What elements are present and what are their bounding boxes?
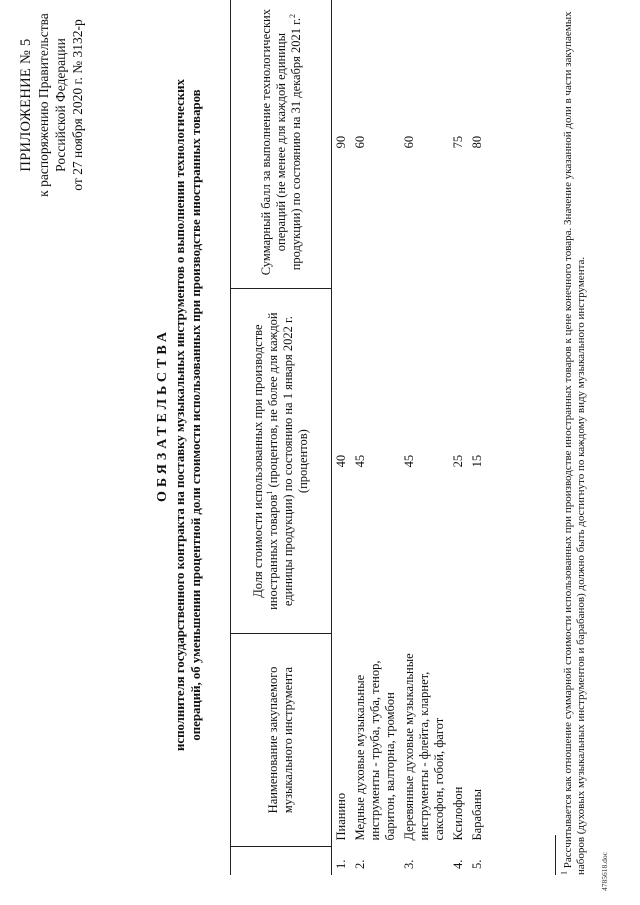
instrument-name: Ксилофон — [451, 786, 465, 841]
foreign-share-value: 45 — [353, 454, 367, 468]
document-title: ОБЯЗАТЕЛЬСТВА — [155, 328, 170, 502]
header-share-text: Доля стоимости использованных при производстве иностранных товаров — [251, 324, 280, 610]
foreign-share-value: 45 — [402, 454, 416, 468]
appendix-number: ПРИЛОЖЕНИЕ № 5 — [18, 38, 34, 172]
foreign-share-value: 15 — [470, 454, 484, 468]
header-number — [231, 847, 332, 876]
footnote-marker: 1 — [559, 871, 569, 875]
footnote-text — [559, 0, 588, 875]
foreign-share-value: 40 — [334, 454, 348, 468]
footnote-ref-2: 2 — [287, 13, 297, 18]
header-line-1: к распоряжению Правительства — [36, 13, 51, 197]
row-number: 2. — [353, 859, 367, 869]
instrument-name: Деревянные духовые музыкальные инструменты - флейта, кларнет, саксофон, гобой, фагот — [402, 653, 446, 841]
table-row — [449, 0, 468, 875]
header-foreign-share — [231, 289, 332, 634]
header-line-3: от 27 ноября 2020 г. № 3132-р — [70, 19, 85, 191]
header-score-text: Суммарный балл за выполнение технологических операций (не менее для каждой единицы продукции) по состоянию на 31 декабря 2021 г. — [258, 9, 303, 276]
instrument-name: Барабаны — [470, 788, 484, 841]
row-number: 1. — [334, 859, 348, 869]
header-instrument-name: Наименование закупаемого музыкального инструмента — [231, 634, 332, 847]
table-header-row — [231, 0, 332, 875]
row-number: 3. — [402, 859, 416, 869]
document-subtitle — [172, 0, 204, 845]
table-row — [400, 0, 449, 875]
total-score-value: 60 — [353, 135, 367, 149]
document-id: 4785618.doc — [600, 852, 609, 891]
total-score-value: 75 — [451, 135, 465, 149]
total-score-value: 60 — [402, 135, 416, 149]
table — [230, 0, 487, 875]
subtitle-line-1: исполнителя государственного контракта на поставку музыкальных инструментов о выполнении технологических — [173, 79, 187, 751]
table-row — [332, 0, 352, 875]
footnote-ref-1: 1 — [264, 490, 274, 495]
table-row — [351, 0, 400, 875]
row-number: 4. — [451, 859, 465, 869]
row-number: 5. — [470, 859, 484, 869]
header-line-2: Российской Федерации — [53, 38, 68, 172]
foreign-share-value: 25 — [451, 454, 465, 468]
instrument-name: Медные духовые музыкальные инструменты - труба, туба, тенор, баритон, валторна, тромбон — [353, 660, 397, 841]
footnote-divider — [555, 835, 556, 875]
obligations-table — [230, 0, 520, 875]
footnote — [555, 0, 588, 875]
header-total-score — [231, 0, 332, 289]
instrument-name: Пианино — [334, 792, 348, 841]
total-score-value: 90 — [334, 135, 348, 149]
table-row — [468, 0, 487, 875]
total-score-value: 80 — [470, 135, 484, 149]
appendix-header — [18, 5, 86, 205]
subtitle-line-2: операций, об уменьшении процентной доли стоимости использованных при производстве иностранных товаров — [189, 89, 203, 741]
footnote-body: Рассчитывается как отношение суммарной стоимости использованных при производстве иностранных товаров к цене конечного товара. Значение указанной доли в части закупаемых наборов (духовых музыкальных инструментов и барабанов) должно быть достигнуто по каждому виду музыкального инструмента. — [562, 11, 587, 875]
header-share-rest: (процентов, не более для каждой единицы продукции) по состоянию на 1 января 2022 г. (процентов) — [266, 312, 310, 607]
